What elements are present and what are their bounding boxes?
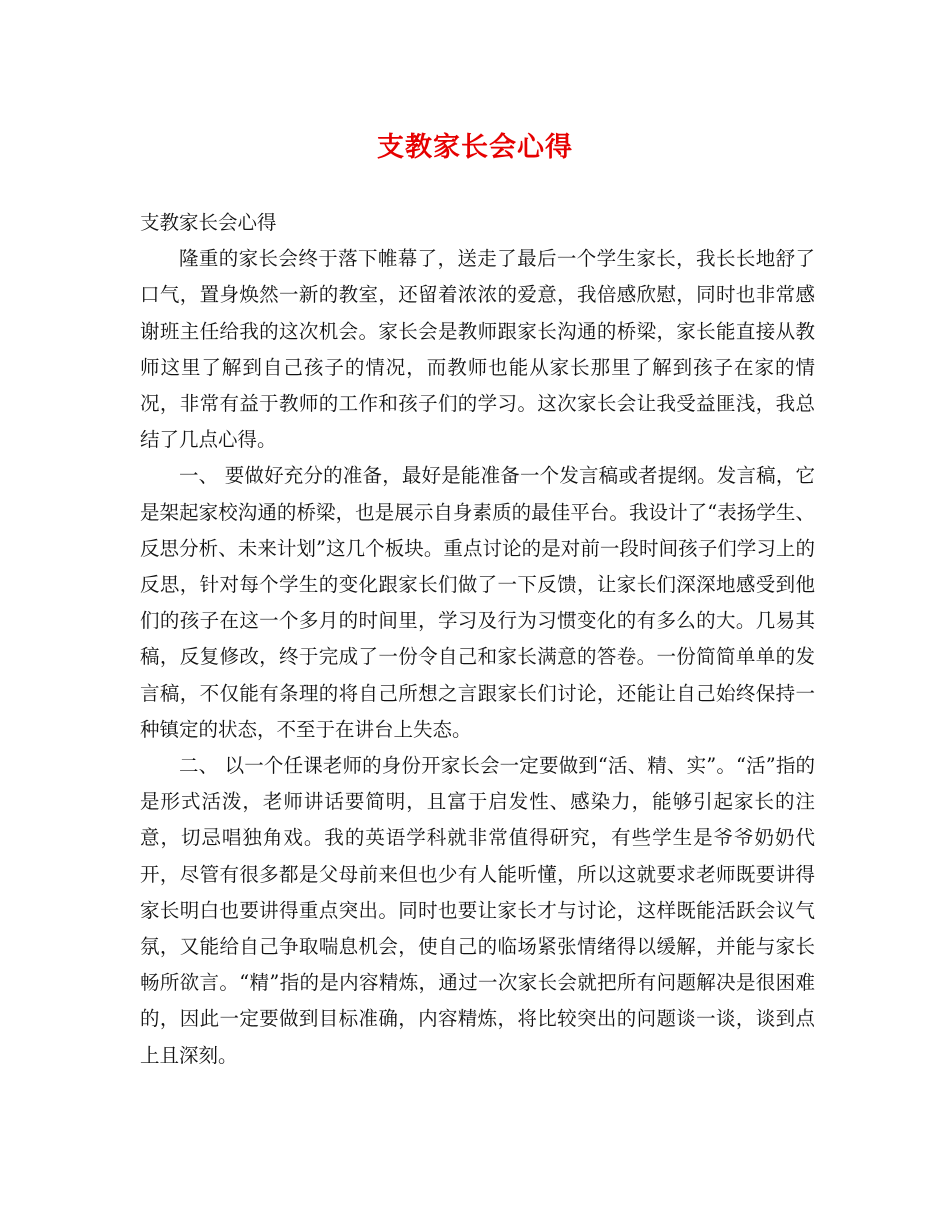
- document-title: 支教家长会心得: [377, 132, 573, 163]
- paragraph-intro: 隆重的家长会终于落下帷幕了，送走了最后一个学生家长，我长长地舒了口气，置身焕然一新的教室，还留着浓浓的爱意，我倍感欣慰，同时也非常感谢班主任给我的这次机会。家长会是教师跟家长沟通的桥梁，家长能直接从教师这里了解到自己孩子的情况，而教师也能从家长那里了解到孩子在家的情况，非常有益于教师的工作和孩子们的学习。这次家长会让我受益匪浅，我总结了几点心得。: [140, 247, 815, 452]
- document-body: [140, 205, 815, 1074]
- paragraph-point-two: 二、 以一个任课老师的身份开家长会一定要做到“活、精、实”。“活”指的是形式活泼，老师讲话要简明，且富于启发性、感染力，能够引起家长的注意，切忌唱独角戏。我的英语学科就非常值得研究，有些学生是爷爷奶奶代开，尽管有很多都是父母前来但也少有人能听懂，所以这就要求老师既要讲得家长明白也要讲得重点突出。同时也要让家长才与讨论，这样既能活跃会议气氛，又能给自己争取喘息机会，使自己的临场紧张情绪得以缓解，并能与家长畅所欲言。“精”指的是内容精炼，通过一次家长会就把所有问题解决是很困难的，因此一定要做到目标准确，内容精炼，将比较突出的问题谈一谈，谈到点上且深刻。: [140, 754, 815, 1067]
- paragraph-point-one: 一、 要做好充分的准备，最好是能准备一个发言稿或者提纲。发言稿，它是架起家校沟通的桥梁，也是展示自身素质的最佳平台。我设计了“表扬学生、反思分析、未来计划”这几个板块。重点讨论的是对前一段时间孩子们学习上的反思，针对每个学生的变化跟家长们做了一下反馈，让家长们深深地感受到他们的孩子在这一个多月的时间里，学习及行为习惯变化的有多么的大。几易其稿，反复修改，终于完成了一份令自己和家长满意的答卷。一份简简单单的发言稿，不仅能有条理的将自己所想之言跟家长们讨论，还能让自己始终保持一种镇定的状态，不至于在讲台上失态。: [140, 464, 815, 741]
- document-subtitle: 支教家长会心得: [140, 211, 277, 234]
